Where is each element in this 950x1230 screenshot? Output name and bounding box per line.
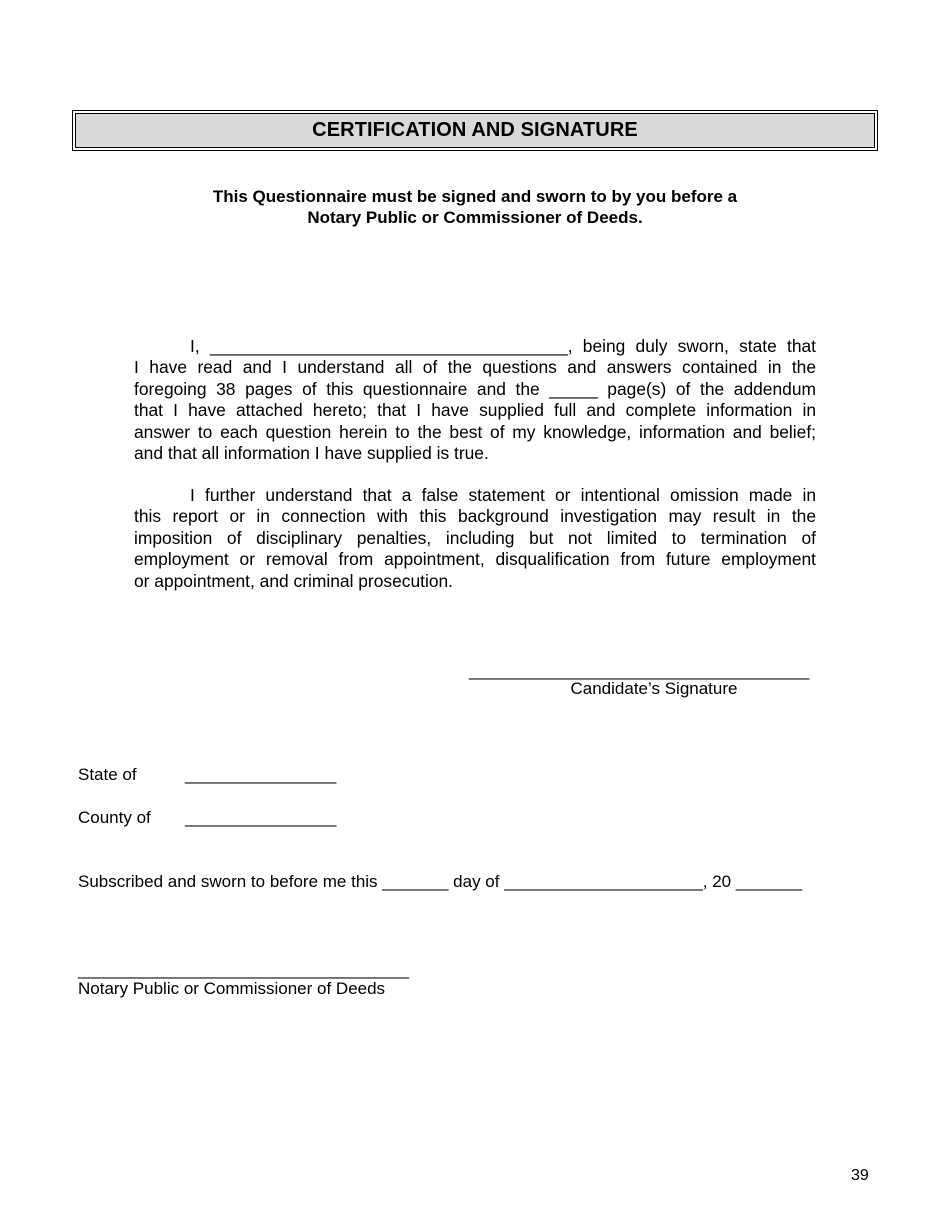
county-label: County of (78, 808, 151, 827)
paragraph-line: this report or in connection with this background investigation may result in the (134, 506, 816, 527)
paragraph-line: I, _____________________________________, being duly sworn, state that (190, 336, 816, 356)
paragraph-line: and that all information I have supplied is true. (134, 443, 489, 464)
county-row (78, 808, 336, 828)
paragraph-line: or appointment, and criminal prosecution. (134, 570, 454, 591)
candidate-signature-field[interactable]: ____________________________________ (469, 661, 810, 680)
page-title: CERTIFICATION AND SIGNATURE (312, 119, 638, 141)
paragraph-line: answer to each question herein to the best of my knowledge, information and belief; (134, 421, 816, 442)
instruction-line-2: Notary Public or Commissioner of Deeds. (307, 208, 643, 227)
penalty-paragraph (134, 485, 816, 592)
instruction-line-1: This Questionnaire must be signed and sworn to by you before a (212, 187, 738, 206)
title-banner (75, 113, 875, 148)
paragraph-line: employment or removal from appointment, disqualification from future employment (134, 549, 816, 570)
paragraph-line: foregoing 38 pages of this questionnaire and the _____ page(s) of the addendum (134, 378, 816, 399)
state-label: State of (78, 765, 137, 784)
county-field[interactable]: ________________ (185, 808, 337, 827)
state-row (78, 765, 336, 785)
notary-signature-field[interactable]: ___________________________________ (78, 960, 409, 979)
page-number: 39 (851, 1167, 869, 1184)
paragraph-line: that I have attached hereto; that I have supplied full and complete information in (134, 400, 816, 421)
subscribed-sworn-line[interactable]: Subscribed and sworn to before me this _______ day of _____________________, 20 _______ (78, 872, 803, 891)
paragraph-line: I further understand that a false statement or intentional omission made in (190, 485, 816, 505)
notary-signature-label: Notary Public or Commissioner of Deeds (78, 979, 386, 998)
certification-paragraph (134, 336, 816, 464)
title-box (72, 110, 878, 151)
candidate-signature-label: Candidate’s Signature (570, 679, 738, 698)
paragraph-line: I have read and I understand all of the questions and answers contained in the (134, 357, 816, 378)
state-field[interactable]: ________________ (185, 765, 337, 784)
paragraph-line: imposition of disciplinary penalties, including but not limited to termination of (134, 527, 816, 548)
